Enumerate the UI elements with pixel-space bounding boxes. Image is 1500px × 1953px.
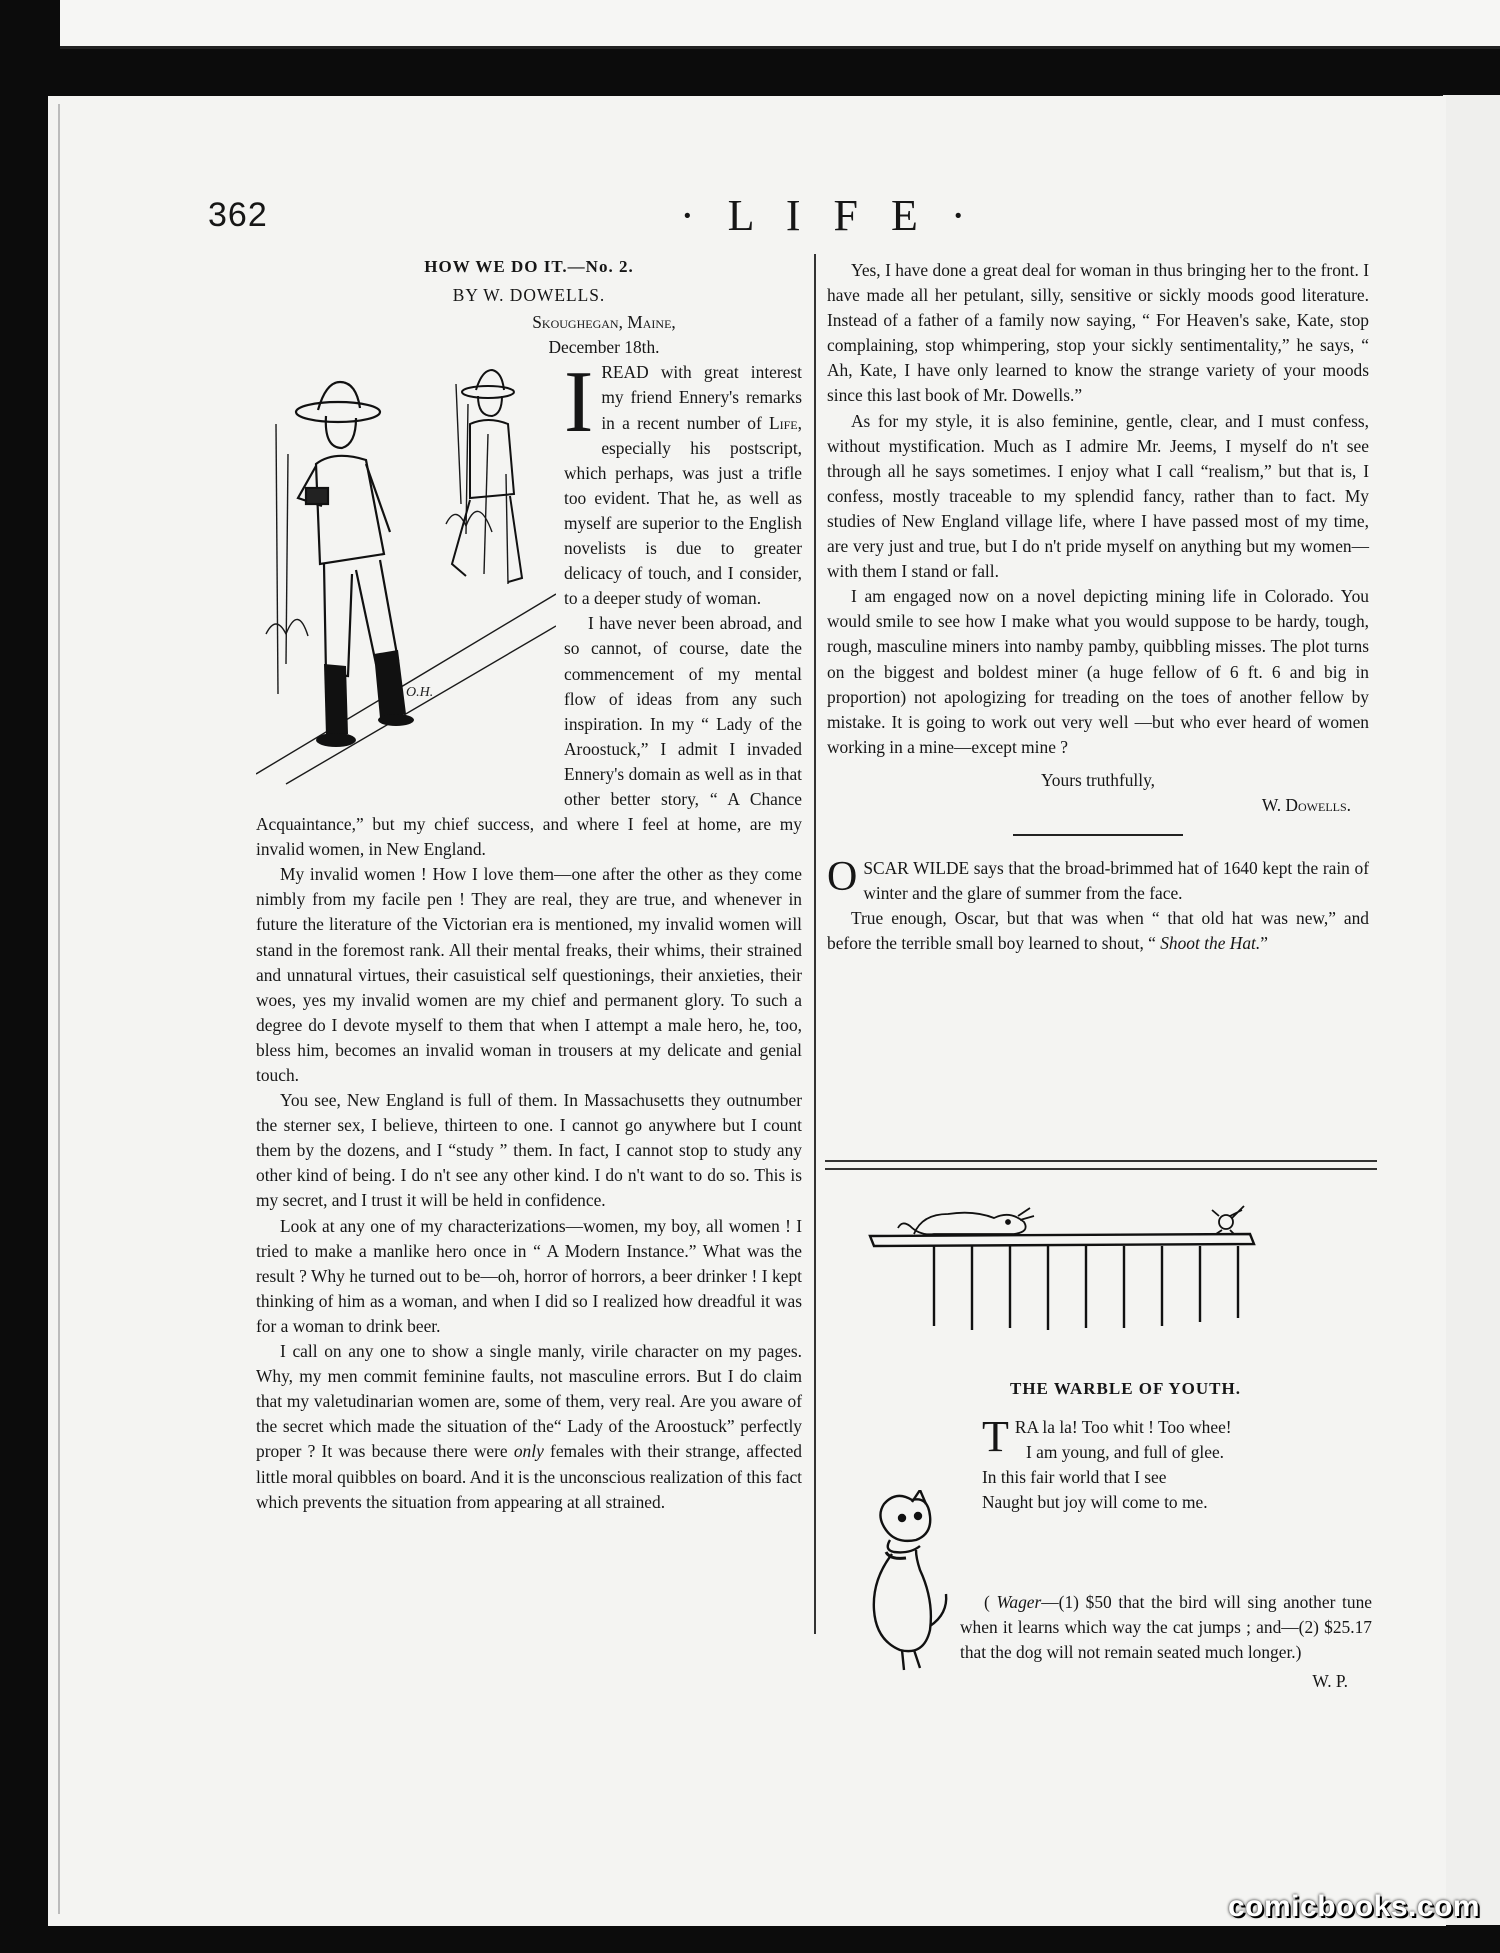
poem-title: THE WARBLE OF YOUTH. (1010, 1379, 1241, 1398)
poem-line-4: Naught but joy will come to me. (982, 1492, 1208, 1513)
article-paragraph-3: My invalid women ! How I love them—one after the other as they come nimbly from my facile pen ! They are real, they are true, and whenever in future the literature of the Victorian era is mentioned, my invalid women will stand in the foremost rank. All their mental freaks, their whims, their strained and unnatural virtues, their casuistical self questionings, their anxieties, their woes, yes my invalid women are my chief and permanent glory. To such a degree do I devote myself to them that when I attempt a male hero, he, too, bless him, becomes an invalid woman in trousers at my delicate and genial touch. (256, 864, 802, 1085)
article-paragraph-8: As for my style, it is also feminine, gentle, clear, and I must confess, without mystification. Much as I admire Mr. Jeems, I myself do n't see through all he says sometimes. I enjoy what I call “realism,” but that is, I confess, mostly traceable to my splendid fancy, rather than to fact. My studies of New England village life, where I have passed most of my time, are very just and true, but I do n't pride myself on anything but my women—with them I stand or fall. (827, 410, 1369, 582)
article-paragraph-7: Yes, I have done a great deal for woman in thus bringing her to the front. I have made all her petulant, silly, sensitive or sickly moods good literature. Instead of a father of a family now saying, “ For Heaven's sake, Kate, stop complaining, stop whimpering, stop your sickly sentimentality,” he says, “ Ah, Kate, I have only learned to know the strange variety of your moods since this last book of Mr. Dowells.” (827, 260, 1369, 406)
dropcap-letter: T (982, 1412, 1009, 1462)
article-heading: HOW WE DO IT.—No. 2. (424, 257, 634, 276)
article-paragraph-6: I call on any one to show a single manly, virile character on my pages. Why, my men commit feminine faults, not masculine errors. But I do claim that my valetudinarian women are, some of them, very real. Are you aware of the secret which made the situation of the“ Lady of the Aroostuck” perfectly proper ? It was because there were only females with their strange, affected little moral quibbles on board. And it is the unconscious realization of this fact which prevents the situation from appearing at all strained. (256, 1341, 802, 1512)
life-magazine-name: Life (769, 412, 798, 433)
column-divider (814, 254, 816, 1634)
article-dateline (256, 310, 802, 360)
cowboys-illustration (256, 364, 556, 794)
article-paragraph-9: I am engaged now on a novel depicting mining life in Colorado. You would smile to see how I make what you would suppose to be hardy, tough, rough, masculine miners into namby pamby, quibbling misses. The plot turns on the biggest and boldest miner (a huge fellow of 6 ft. 6 and big in proportion) not apologizing for treading on the toes of another fellow by mistake. It is going to work out very well —but who ever heard of women working in a mine—except mine ? (827, 586, 1369, 757)
article-paragraph-1: READ with great interest my friend Ennery's remarks in a recent number of Life, especially his postscript, which perhaps, was just a trifle too evident. That he, as well as myself are superior to the English novelists is due to greater delicacy of touch, and I consider, to a deeper study of woman. (564, 362, 802, 609)
poem-line-3: In this fair world that I see (982, 1467, 1167, 1488)
next-page-edge (1440, 95, 1500, 1925)
watermark-text: comicbooks.com (1228, 1890, 1481, 1923)
dateline-place: Skoughegan, Maine, (532, 312, 676, 333)
sitting-dog-illustration (850, 1490, 970, 1675)
previous-page-edge (60, 0, 1500, 49)
poem-line-2: I am young, and full of glee. (1026, 1442, 1225, 1463)
oscar-wilde-paragraph-2: True enough, Oscar, but that was when “ that old hat was new,” and before the terrible small boy learned to shout, “ Shoot the Hat.” (827, 908, 1369, 954)
double-rule-divider (825, 1160, 1377, 1170)
poem-body (982, 1412, 1380, 1515)
article-paragraph-4: You see, New England is full of them. In Massachusetts they outnumber the sterner sex, I believe, thirteen to one. I cannot go anywhere but I count them by the dozens, and I “study ” them. In fact, I cannot stop to study any other kind of being. I do n't see any other kind. I do n't want to do so. This is my secret, and I trust it will be held in confidence. (256, 1090, 802, 1211)
article-paragraph-2: I have never been abroad, and so cannot, of course, date the commencement of my mental flow of ideas from any such inspiration. In my “ Lady of the Aroostuck,” I admit I invaded Ennery's domain as well as in that other better story, “ A Chance Acquaintance,” but my chief success, and where I feel at home, are my invalid women, in New England. (256, 613, 802, 860)
wager-note (960, 1590, 1372, 1694)
letter-closing: Yours truthfully, (1040, 769, 1156, 790)
page-number: 362 (208, 196, 268, 234)
letter-signature: W. Dowells. (1261, 794, 1351, 815)
cat-on-fence-illustration (864, 1188, 1264, 1338)
dateline-date: December 18th. (548, 337, 660, 358)
masthead-title: · L I F E · (680, 191, 977, 240)
warble-of-youth-poem (960, 1376, 1380, 1515)
article-column-right (827, 258, 1369, 956)
section-divider (1013, 834, 1183, 836)
article-byline: BY W. DOWELLS. (452, 285, 606, 306)
wager-text: ( Wager—(1) $50 that the bird will sing another tune when it learns which way the cat jumps ; and—(2) $25.17 that the dog will not remain seated much longer.) (960, 1592, 1372, 1663)
illustrator-signature: O.H. (406, 685, 434, 701)
poem-line-1: TRA la la! Too whit ! Too whee! (982, 1412, 1232, 1462)
dropcap-letter: I (564, 354, 594, 452)
author-initials: W. P. (1312, 1671, 1348, 1692)
article-paragraph-5: Look at any one of my characterizations—women, my boy, all women ! I tried to make a manlike hero once in “ A Modern Instance.” What was the result ? Why he turned out to be—oh, horror of horrors, a beer drinker ! I kept thinking of him as a woman, and when I did so I realized how dreadful it was for a woman to drink beer. (256, 1215, 802, 1336)
oscar-wilde-paragraph-1: OSCAR WILDE says that the broad-brimmed hat of 1640 kept the rain of winter and the glare of summer from the face. (827, 854, 1369, 904)
article-column-left (256, 254, 802, 1515)
dropcap-letter: O (827, 854, 858, 901)
